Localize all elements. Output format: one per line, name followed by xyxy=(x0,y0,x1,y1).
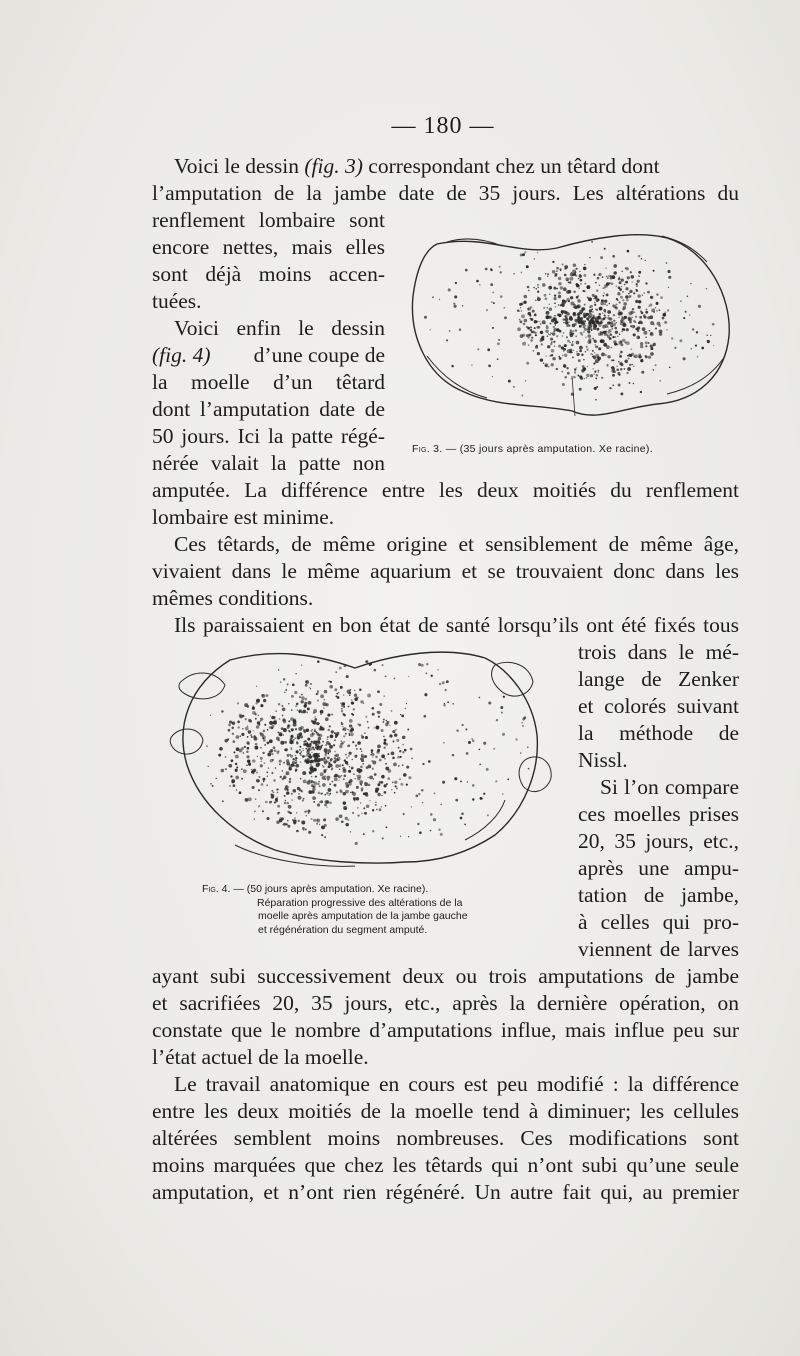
text-line: l’amputation de la jambe date de 35 jours. Les altérations du xyxy=(152,181,739,205)
text-line: Voici le dessin (fig. 3) correspondant chez un têtard dont xyxy=(174,154,660,178)
text-line: lombaire est minime. xyxy=(152,505,335,529)
text-line: amputation, et n’ont rien régénéré. Un autre fait qui, au premier xyxy=(152,1180,739,1204)
page-number: — 180 — xyxy=(391,113,495,139)
text-line: Si l’on compare xyxy=(600,775,739,799)
text-line: la méthode de xyxy=(578,721,739,745)
text-line: mêmes conditions. xyxy=(152,586,314,610)
text-line: nérée valait la patte non xyxy=(152,451,385,475)
text-line: vivaient dans le même aquarium et se trouvaient donc dans les xyxy=(152,559,739,583)
text-line: l’état actuel de la moelle. xyxy=(152,1045,369,1069)
stipple-dense xyxy=(424,241,715,401)
text-line: entre les deux moitiés de la moelle tend à diminuer; les cellules xyxy=(152,1099,739,1123)
text-line: lange de Zenker xyxy=(578,667,739,691)
stipple-dense xyxy=(206,660,529,845)
text-line: moins marquées que chez les têtards qui n’ont subi qu’une seule xyxy=(152,1153,739,1177)
text-line: constate que le nombre d’amputations influe, mais influe peu sur xyxy=(152,1018,739,1042)
text-line: tuées. xyxy=(152,289,202,313)
text-line: renflement lombaire sont xyxy=(152,208,385,232)
text-line: (fig. 4) d’une coupe de xyxy=(152,343,385,367)
text-line: 50 jours. Ici la patte régé- xyxy=(152,424,385,448)
figure-3-caption: Fig. 3. — (35 jours après amputation. Xe racine). xyxy=(412,443,653,455)
text-line: viennent de larves xyxy=(578,937,739,961)
text-line: Ces têtards, de même origine et sensiblement de même âge, xyxy=(174,532,739,556)
text-line: ayant subi successivement deux ou trois amputations de jambe xyxy=(152,964,739,988)
text-line: tation de jambe, xyxy=(578,883,739,907)
text-line: ces moelles prises xyxy=(578,802,739,826)
text-line: et sacrifiées 20, 35 jours, etc., après la dernière opération, on xyxy=(152,991,739,1015)
text-line: Voici enfin le dessin xyxy=(174,316,385,340)
text-line: dont l’amputation date de xyxy=(152,397,385,421)
text-line: Ils paraissaient en bon état de santé lorsqu’ils ont été fixés tous xyxy=(174,613,739,637)
text-line: sont déjà moins accen- xyxy=(152,262,385,286)
text-line: amputée. La différence entre les deux moitiés du renflement xyxy=(152,478,739,502)
figure-3-spinal-cord-section xyxy=(407,226,739,426)
figure-4-caption: Fig. 4. — (50 jours après amputation. Xe racine). Réparation progressive des altérations de la moelle après amputation de la jambe gauche et régénération du segment amputé. xyxy=(202,883,468,936)
text-line: Le travail anatomique en cours est peu modifié : la différence xyxy=(174,1072,739,1096)
text-line: après une ampu- xyxy=(578,856,739,880)
text-line: altérées semblent moins nombreuses. Ces modifications sont xyxy=(152,1126,739,1150)
figure-4-spinal-cord-section xyxy=(165,640,555,875)
text-line: Nissl. xyxy=(578,748,628,772)
text-line: 20, 35 jours, etc., xyxy=(578,829,739,853)
text-line: et colorés suivant xyxy=(578,694,739,718)
text-line: à celles qui pro- xyxy=(578,910,739,934)
text-line: encore nettes, mais elles xyxy=(152,235,385,259)
text-line: trois dans le mé- xyxy=(578,640,739,664)
text-line: la moelle d’un têtard xyxy=(152,370,385,394)
